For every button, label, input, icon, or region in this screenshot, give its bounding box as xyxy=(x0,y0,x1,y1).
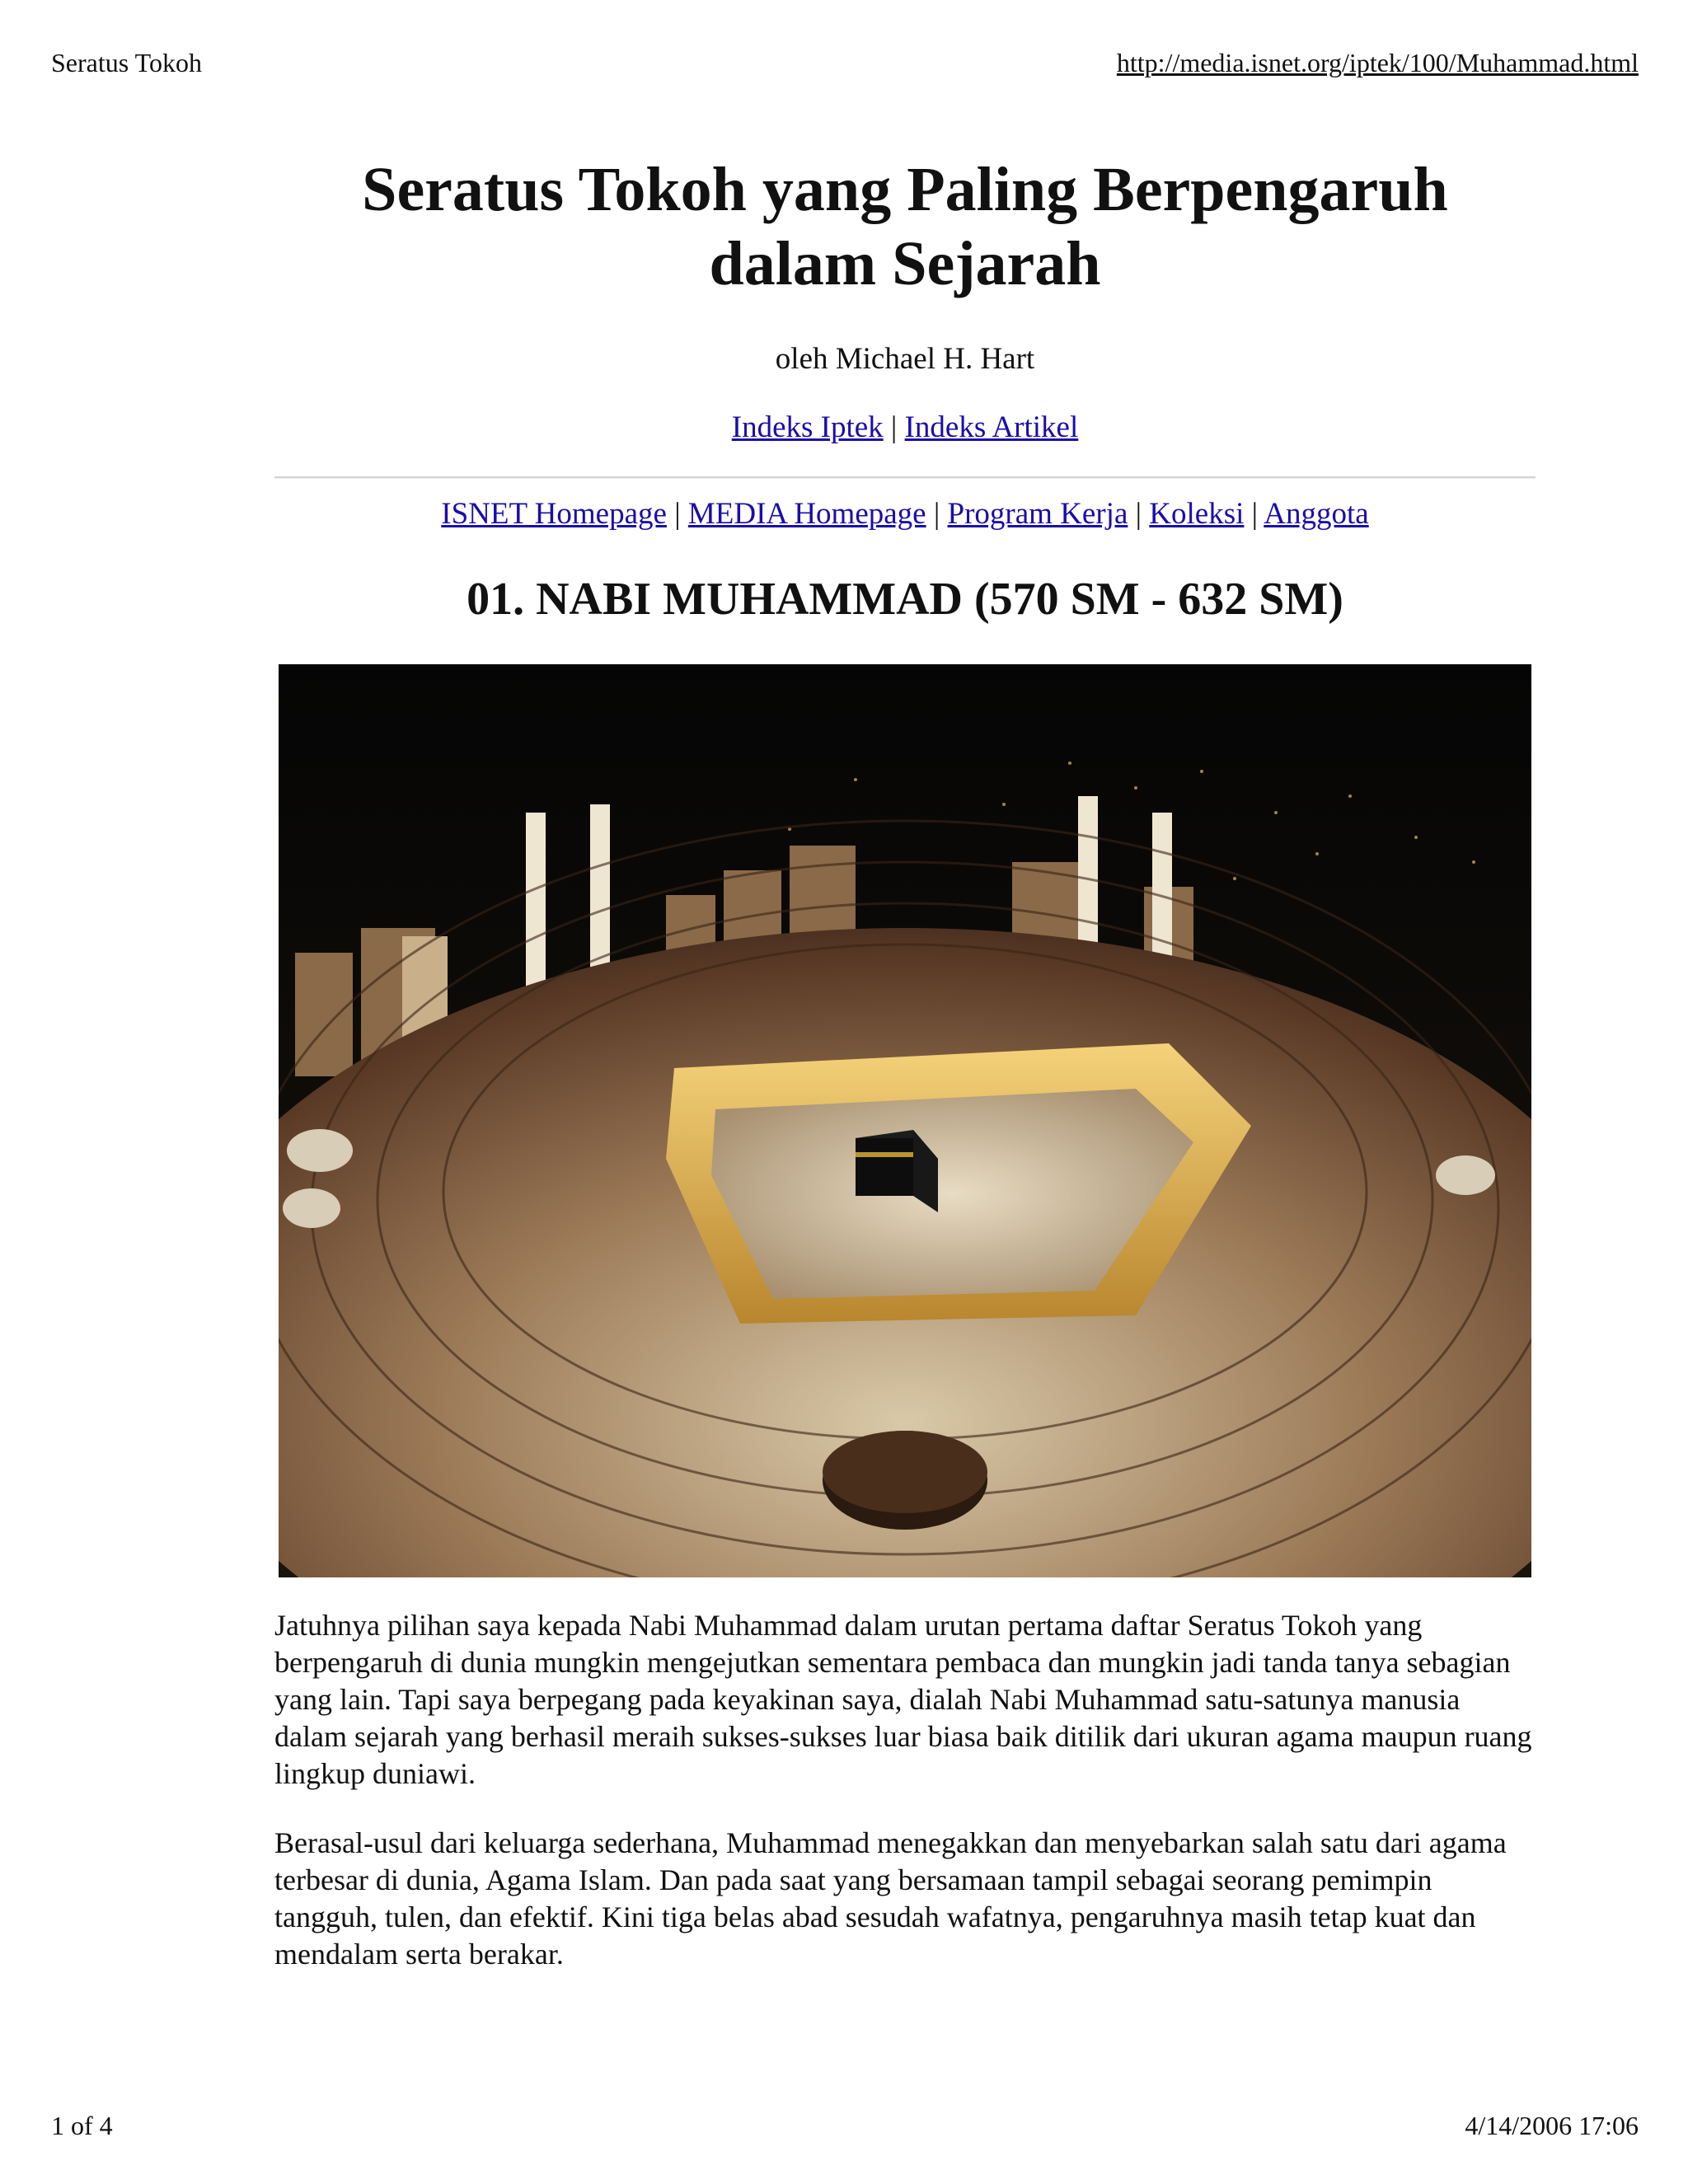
nav-link-koleksi[interactable]: Koleksi xyxy=(1149,497,1245,531)
nav-separator: | xyxy=(1251,497,1264,531)
nav-link-isnet-homepage[interactable]: ISNET Homepage xyxy=(441,497,667,531)
page-header-url[interactable]: http://media.isnet.org/iptek/100/Muhammad.html xyxy=(1116,48,1639,77)
nav-separator: | xyxy=(933,497,948,531)
nav-link-anggota[interactable]: Anggota xyxy=(1264,497,1369,531)
nav-separator: | xyxy=(1135,497,1150,531)
nav-link-indeks-artikel[interactable]: Indeks Artikel xyxy=(904,410,1079,444)
mosque-photo xyxy=(279,664,1531,1577)
nav-link-media-homepage[interactable]: MEDIA Homepage xyxy=(687,497,926,531)
print-timestamp: 4/14/2006 17:06 xyxy=(1465,2111,1639,2140)
author-line: oleh Michael H. Hart xyxy=(775,342,1035,376)
nav-separator: | xyxy=(674,497,688,531)
paragraph: Jatuhnya pilihan saya kepada Nabi Muhammad dalam urutan pertama daftar Seratus Tokoh yang berpengaruh di dunia mungkin mengejutkan sementara pembaca dan mungkin jadi tanda tanya sebagian yang lain. Tapi saya berpegang pada keyakinan saya, dialah Nabi Muhammad satu-satunya manusia dalam sejarah yang berhasil meraih sukses-sukses luar biasa baik ditilik dari ukuran agama maupun ruang lingkup duniawi. xyxy=(274,1609,1532,1790)
page-title: Seratus Tokoh yang Paling Berpengaruh dalam Sejarah xyxy=(362,155,1448,298)
paragraph: Berasal-usul dari keluarga sederhana, Muhammad menegakkan dan menyebarkan salah satu dari agama terbesar di dunia, Agama Islam. Dan pada saat yang bersamaan tampil sebagai seorang pemimpin tangguh, tulen, dan efektif. Kini tiga belas abad sesudah wafatnya, pengaruhnya masih tetap kuat dan mendalam serta berakar. xyxy=(274,1826,1507,1971)
nav-link-program-kerja[interactable]: Program Kerja xyxy=(947,497,1128,531)
section-title: 01. NABI MUHAMMAD (570 SM - 632 SM) xyxy=(467,574,1343,625)
nav-link-indeks-iptek[interactable]: Indeks Iptek xyxy=(731,410,884,444)
page-number: 1 of 4 xyxy=(51,2111,113,2140)
page-header-title: Seratus Tokoh xyxy=(51,48,202,77)
nav-separator: | xyxy=(890,410,905,444)
horizontal-rule xyxy=(274,476,1536,479)
site-nav xyxy=(274,496,1536,532)
index-nav xyxy=(274,410,1536,445)
